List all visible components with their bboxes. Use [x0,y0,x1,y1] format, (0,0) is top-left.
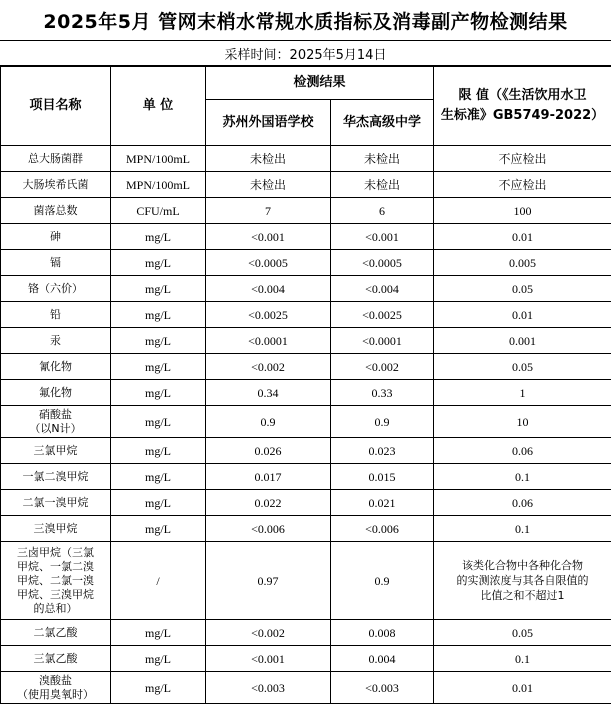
unit-cell: mg/L [111,380,206,406]
table-row [1,620,611,646]
limit-cell: 不应检出 [434,172,611,198]
site1-value-cell: 未检出 [206,172,331,198]
unit-cell: / [111,542,206,620]
table-row [1,302,611,328]
table-row [1,250,611,276]
table-row [1,542,611,620]
limit-cell: 0.06 [434,438,611,464]
site2-value-cell: <0.0001 [331,328,434,354]
site1-value-cell: <0.004 [206,276,331,302]
site2-value-cell: 0.004 [331,646,434,672]
item-name-cell: 三溴甲烷 [1,516,111,542]
item-name-cell: 铬（六价） [1,276,111,302]
table-row [1,672,611,704]
unit-cell: mg/L [111,406,206,438]
limit-cell: 不应检出 [434,146,611,172]
table-row [1,380,611,406]
item-name-cell: 氟化物 [1,380,111,406]
limit-cell: 0.06 [434,490,611,516]
site1-value-cell: 0.97 [206,542,331,620]
unit-cell: mg/L [111,276,206,302]
site1-value-cell: <0.002 [206,620,331,646]
item-name-cell: 菌落总数 [1,198,111,224]
item-name-cell: 溴酸盐 （使用臭氧时） [1,672,111,704]
site2-value-cell: 0.9 [331,542,434,620]
unit-cell: mg/L [111,490,206,516]
table-row [1,198,611,224]
header-site-1: 苏州外国语学校 [206,100,331,146]
site1-value-cell: 0.9 [206,406,331,438]
limit-cell: 0.05 [434,620,611,646]
limit-cell: 10 [434,406,611,438]
site2-value-cell: 0.021 [331,490,434,516]
limit-cell: 0.1 [434,464,611,490]
unit-cell: MPN/100mL [111,146,206,172]
site2-value-cell: <0.006 [331,516,434,542]
limit-cell: 100 [434,198,611,224]
item-name-cell: 三氯乙酸 [1,646,111,672]
unit-cell: mg/L [111,328,206,354]
table-row [1,146,611,172]
unit-cell: mg/L [111,620,206,646]
unit-cell: mg/L [111,646,206,672]
table-row [1,490,611,516]
table-row [1,516,611,542]
site2-value-cell: <0.002 [331,354,434,380]
item-name-cell: 三卤甲烷（三氯 甲烷、一氯二溴 甲烷、二氯一溴 甲烷、三溴甲烷 的总和） [1,542,111,620]
item-name-cell: 大肠埃希氏菌 [1,172,111,198]
unit-cell: mg/L [111,224,206,250]
limit-cell: 0.005 [434,250,611,276]
header-limit-line1: 限 值（《生活饮用水卫 [458,88,587,103]
table-row [1,172,611,198]
table-row [1,646,611,672]
table-row [1,406,611,438]
table-row [1,354,611,380]
table-row [1,276,611,302]
site1-value-cell: 0.026 [206,438,331,464]
table-row [1,328,611,354]
item-name-cell: 总大肠菌群 [1,146,111,172]
site2-value-cell: 0.9 [331,406,434,438]
header-limit-line2: 生标准》GB5749-2022） [440,108,605,123]
site2-value-cell: <0.0005 [331,250,434,276]
header-unit: 单 位 [111,67,206,146]
unit-cell: mg/L [111,672,206,704]
limit-cell: 0.1 [434,646,611,672]
header-item: 项目名称 [1,67,111,146]
limit-cell: 该类化合物中各种化合物 的实测浓度与其各自限值的 比值之和不超过1 [434,542,611,620]
limit-cell: 0.05 [434,354,611,380]
sampling-date: 采样时间：2025年5月14日 [0,41,611,66]
item-name-cell: 氰化物 [1,354,111,380]
unit-cell: mg/L [111,516,206,542]
table-row [1,438,611,464]
site2-value-cell: 0.008 [331,620,434,646]
limit-cell: 0.01 [434,302,611,328]
item-name-cell: 镉 [1,250,111,276]
header-limit [434,67,611,146]
site1-value-cell: <0.006 [206,516,331,542]
limit-cell: 0.05 [434,276,611,302]
item-name-cell: 二氯一溴甲烷 [1,490,111,516]
site1-value-cell: <0.003 [206,672,331,704]
table-row [1,224,611,250]
site1-value-cell: <0.002 [206,354,331,380]
site2-value-cell: 未检出 [331,172,434,198]
item-name-cell: 一氯二溴甲烷 [1,464,111,490]
header-site-2: 华杰高级中学 [331,100,434,146]
unit-cell: mg/L [111,354,206,380]
site1-value-cell: <0.001 [206,224,331,250]
site2-value-cell: 0.015 [331,464,434,490]
site2-value-cell: 未检出 [331,146,434,172]
table-row [1,464,611,490]
site1-value-cell: 7 [206,198,331,224]
limit-cell: 0.01 [434,672,611,704]
site2-value-cell: 6 [331,198,434,224]
unit-cell: mg/L [111,250,206,276]
unit-cell: mg/L [111,464,206,490]
site2-value-cell: <0.003 [331,672,434,704]
site1-value-cell: 未检出 [206,146,331,172]
site1-value-cell: <0.0025 [206,302,331,328]
site2-value-cell: 0.023 [331,438,434,464]
site1-value-cell: <0.0005 [206,250,331,276]
item-name-cell: 三氯甲烷 [1,438,111,464]
site1-value-cell: 0.017 [206,464,331,490]
limit-cell: 0.01 [434,224,611,250]
limit-cell: 1 [434,380,611,406]
site2-value-cell: <0.004 [331,276,434,302]
header-results: 检测结果 [206,67,434,100]
site2-value-cell: 0.33 [331,380,434,406]
unit-cell: mg/L [111,438,206,464]
site1-value-cell: 0.34 [206,380,331,406]
site1-value-cell: 0.022 [206,490,331,516]
unit-cell: CFU/mL [111,198,206,224]
item-name-cell: 硝酸盐 （以N计） [1,406,111,438]
site1-value-cell: <0.0001 [206,328,331,354]
site1-value-cell: <0.001 [206,646,331,672]
page-title: 2025年5月 管网末梢水常规水质指标及消毒副产物检测结果 [0,0,611,41]
item-name-cell: 铅 [1,302,111,328]
item-name-cell: 二氯乙酸 [1,620,111,646]
results-table [0,66,611,704]
unit-cell: MPN/100mL [111,172,206,198]
site2-value-cell: <0.001 [331,224,434,250]
item-name-cell: 汞 [1,328,111,354]
unit-cell: mg/L [111,302,206,328]
site2-value-cell: <0.0025 [331,302,434,328]
item-name-cell: 砷 [1,224,111,250]
limit-cell: 0.1 [434,516,611,542]
limit-cell: 0.001 [434,328,611,354]
